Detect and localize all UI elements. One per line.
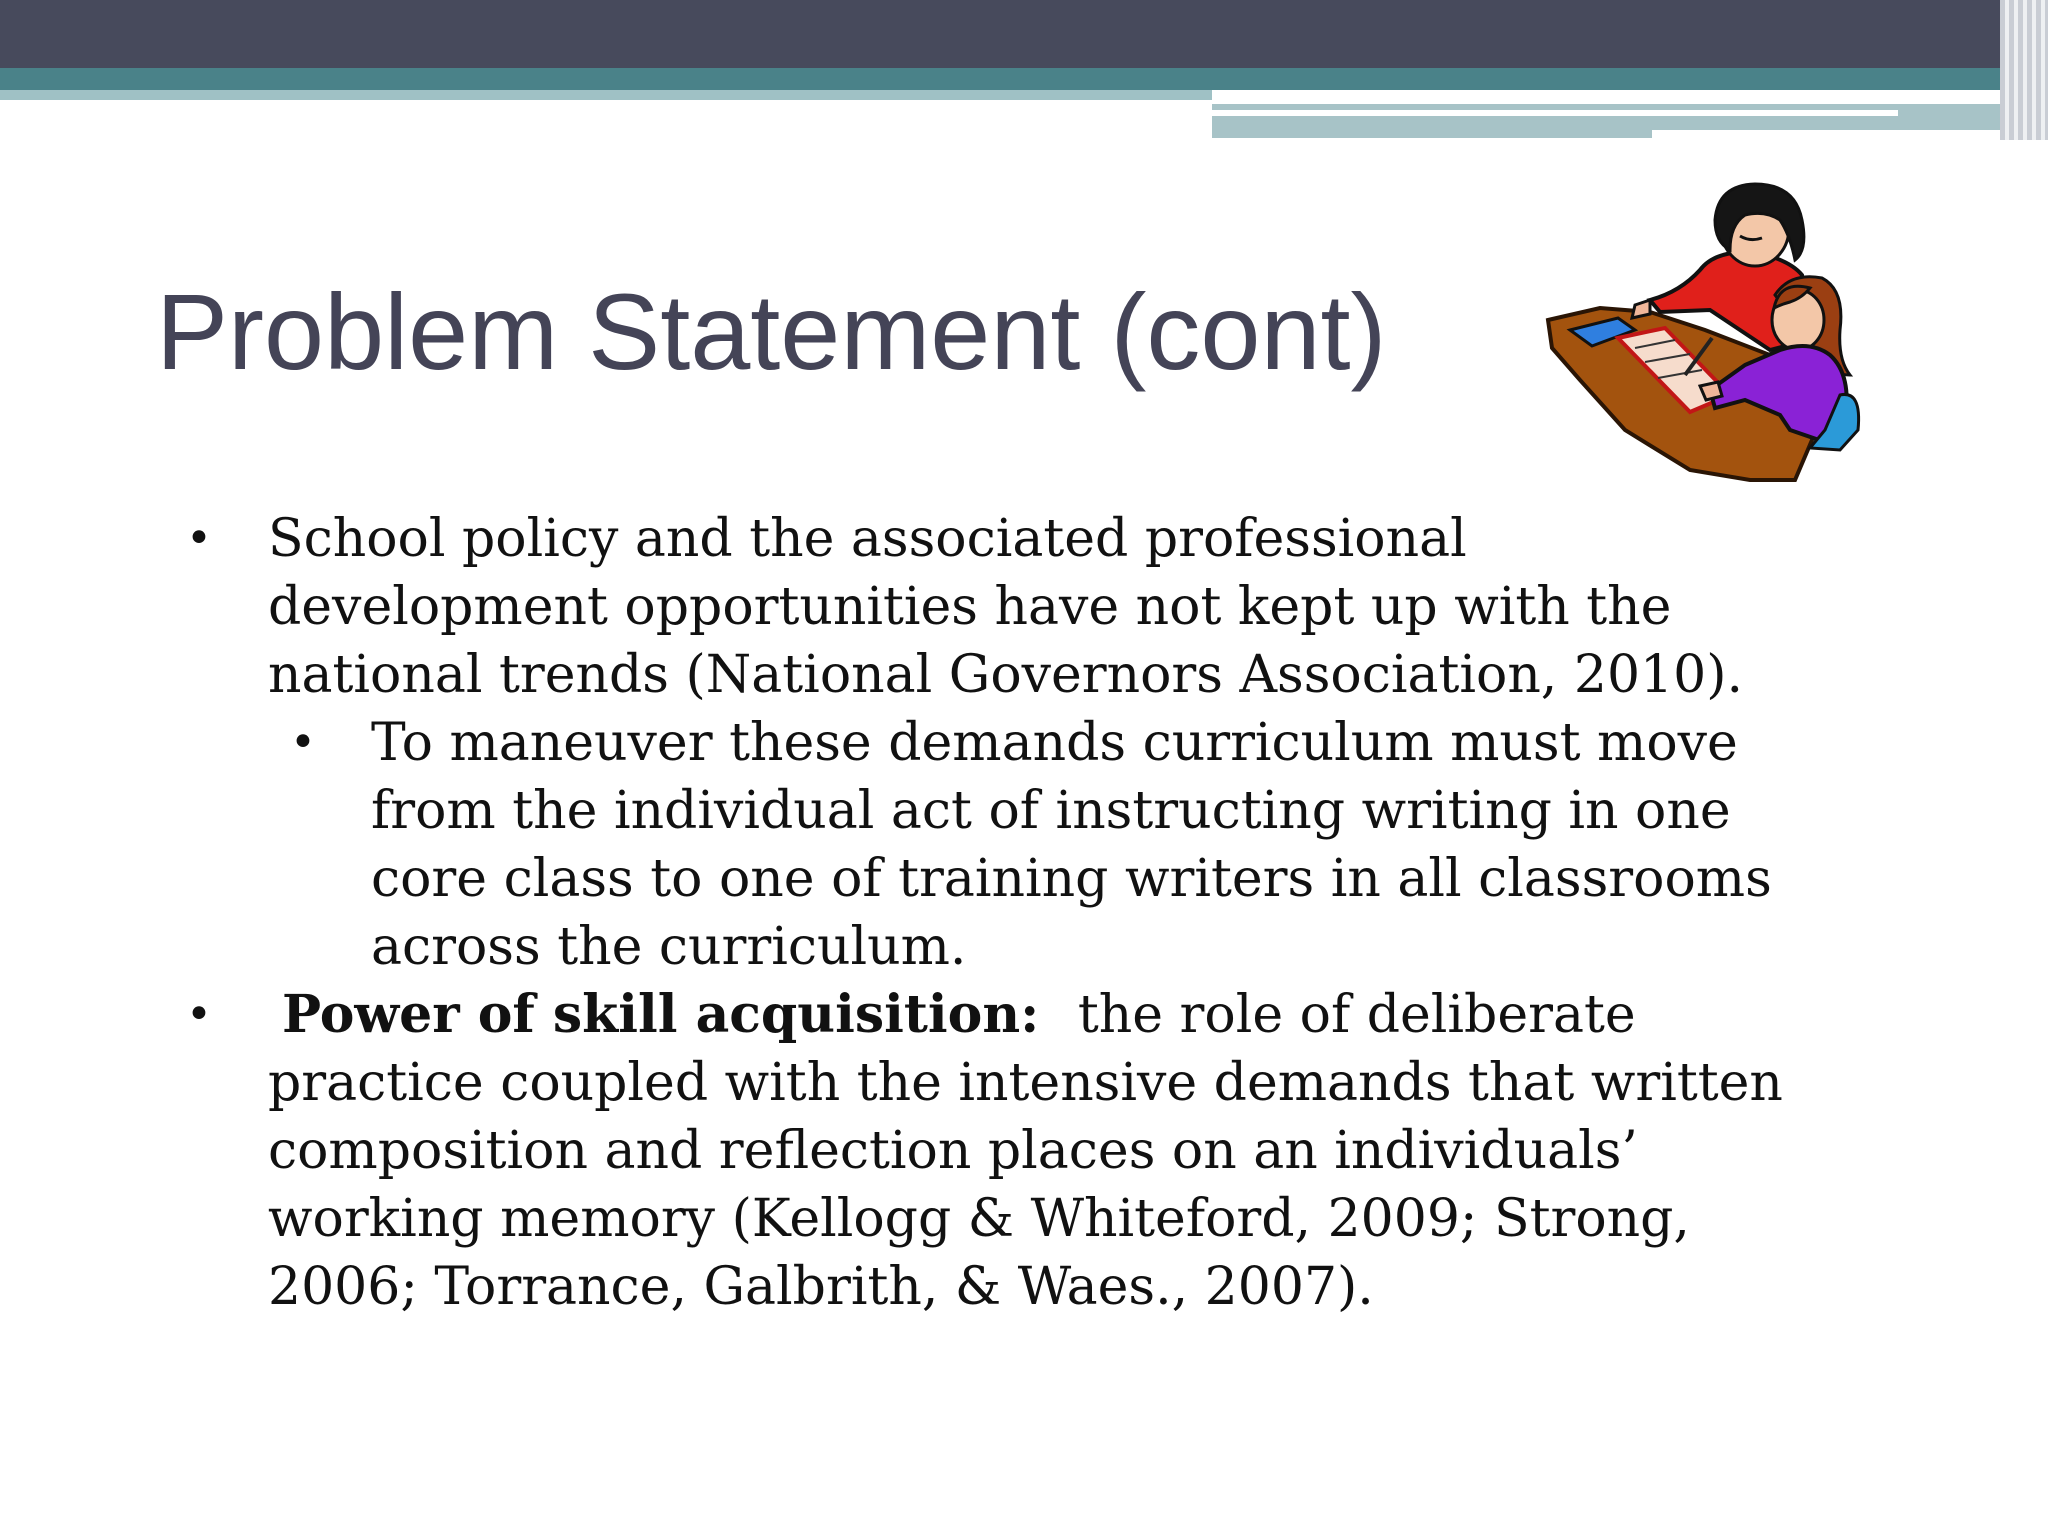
bullet-marker: • [290, 717, 316, 768]
bullet-text: School policy and the associated professional development opportunities have not kept up with the national trends (National Governors Association, 2010). [268, 509, 1744, 705]
teacher-student-clipart-icon [1540, 180, 1885, 500]
sub-bullet-item [180, 709, 1800, 981]
bullet-text: To maneuver these demands curriculum must move from the individual act of instructing writing in one core class to one of training writers in all classrooms across the curriculum. [371, 713, 1772, 977]
bullet-marker: • [186, 989, 212, 1040]
bullet-item [180, 981, 1800, 1321]
header-band-light [0, 90, 1212, 100]
header-band-teal [0, 68, 2048, 90]
header-divider-line [1212, 110, 1898, 116]
slide-body [180, 505, 1800, 1321]
bullet-text: the role of deliberate practice coupled with the intensive demands that written composition and reflection places on an individuals’ working memory (Kellogg & Whiteford, 2009; Strong, 2006; Torrance, Galbrith, & Waes., 2007). [268, 985, 1783, 1317]
slide-title: Problem Statement (cont) [156, 271, 1387, 392]
bullet-bold-lead: Power of skill acquisition: [282, 984, 1040, 1045]
edge-stripes [2000, 0, 2048, 140]
bullet-item [180, 505, 1800, 709]
header-divider-gap [1652, 130, 2008, 138]
bullet-marker: • [186, 513, 212, 564]
header-band-dark [0, 0, 2048, 68]
